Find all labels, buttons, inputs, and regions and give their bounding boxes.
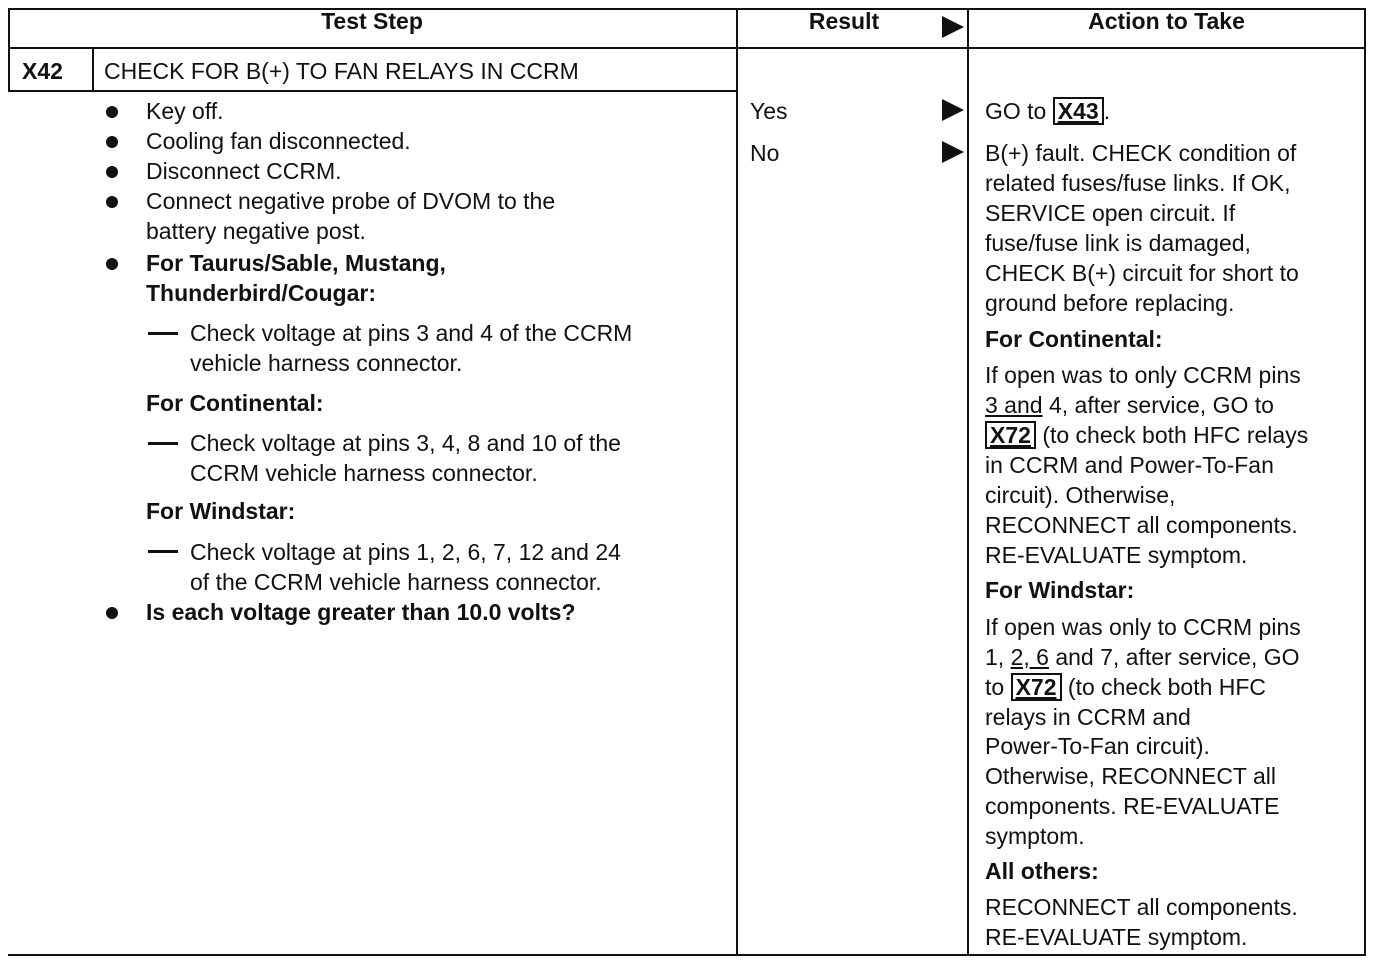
continental-label: For Continental: (146, 390, 324, 416)
action-no-line: B(+) fault. CHECK condition of (985, 140, 1297, 166)
result-no-arrow-icon (942, 141, 964, 163)
dash-icon (148, 442, 178, 445)
bullet-icon (106, 106, 118, 118)
bullet-icon (106, 136, 118, 148)
step-bullet: Disconnect CCRM. (146, 158, 342, 184)
action-no-line: SERVICE open circuit. If (985, 200, 1236, 226)
action-no-line: ground before replacing. (985, 290, 1235, 316)
bullet-icon (106, 607, 118, 619)
step-bullet-taurus-continued: Thunderbird/Cougar: (146, 280, 376, 306)
result-yes-arrow-icon (942, 99, 964, 121)
action-continental-label: For Continental: (985, 326, 1163, 352)
action-windstar-line: Otherwise, RECONNECT all (985, 763, 1276, 789)
action-windstar-line (985, 642, 1300, 672)
dash-icon (148, 332, 178, 335)
step-title: CHECK FOR B(+) TO FAN RELAYS IN CCRM (104, 58, 579, 84)
step-bullet-continued: battery negative post. (146, 218, 366, 244)
header-action: Action to Take (1088, 8, 1245, 34)
action-windstar-line: components. RE-EVALUATE (985, 793, 1280, 819)
windstar-check-line: of the CCRM vehicle harness connector. (190, 569, 602, 595)
action-yes-text: GO to (985, 98, 1047, 124)
header-test-step: Test Step (321, 8, 423, 34)
header-result: Result (808, 8, 880, 34)
action-yes (985, 96, 1110, 126)
step-bullet: Key off. (146, 98, 224, 124)
action-windstar-line: relays in CCRM and (985, 704, 1191, 730)
action-continental-line: circuit). Otherwise, (985, 482, 1176, 508)
step-bullet-taurus: For Taurus/Sable, Mustang, (146, 250, 446, 276)
windstar-pin-1: 1, (985, 644, 1011, 670)
windstar-hfc-text: (to check both HFC (1061, 674, 1267, 700)
step-ref-x43[interactable]: X43 (1053, 97, 1104, 125)
header-arrow-icon (942, 16, 964, 38)
action-others-label: All others: (985, 858, 1099, 884)
windstar-label: For Windstar: (146, 498, 296, 524)
pins-3-and: 3 and (985, 392, 1043, 418)
table-bottom-border (8, 954, 1366, 956)
action-continental-line (985, 390, 1274, 420)
windstar-to-text: to (985, 674, 1011, 700)
action-windstar-line: Power-To-Fan circuit). (985, 733, 1210, 759)
step-question: Is each voltage greater than 10.0 volts? (146, 599, 576, 625)
bullet-icon (106, 166, 118, 178)
continental-check-line: Check voltage at pins 3, 4, 8 and 10 of the (190, 430, 621, 456)
action-continental-line: If open was to only CCRM pins (985, 362, 1301, 388)
action-continental-line: RE-EVALUATE symptom. (985, 542, 1248, 568)
action-no-line: related fuses/fuse links. If OK, (985, 170, 1291, 196)
action-continental-line: RECONNECT all components. (985, 512, 1298, 538)
step-ref-x72[interactable]: X72 (1011, 673, 1062, 701)
action-windstar-line: If open was only to CCRM pins (985, 614, 1301, 640)
table-right-border (1364, 8, 1366, 956)
dash-icon (148, 550, 178, 553)
action-no-line: CHECK B(+) circuit for short to (985, 260, 1299, 286)
windstar-check-line: Check voltage at pins 1, 2, 6, 7, 12 and 24 (190, 539, 621, 565)
action-continental-line: in CCRM and Power-To-Fan (985, 452, 1274, 478)
test-step-column-divider (736, 8, 738, 956)
continental-go-to-text: 4, after service, GO to (1042, 392, 1274, 418)
action-yes-period: . (1103, 98, 1111, 124)
action-windstar-line: symptom. (985, 823, 1085, 849)
result-column-divider (967, 8, 969, 956)
header-bottom-border (8, 47, 1366, 49)
action-no-line: fuse/fuse link is damaged, (985, 230, 1251, 256)
action-others-line: RE-EVALUATE symptom. (985, 924, 1248, 950)
result-yes: Yes (750, 98, 788, 124)
taurus-check-line: vehicle harness connector. (190, 350, 463, 376)
bullet-icon (106, 196, 118, 208)
action-others-line: RECONNECT all components. (985, 894, 1298, 920)
action-windstar-label: For Windstar: (985, 577, 1135, 603)
action-continental-line (985, 420, 1308, 450)
windstar-pins-2-6: 2, 6 (1010, 644, 1049, 670)
step-id: X42 (22, 58, 63, 84)
step-bullet: Connect negative probe of DVOM to the (146, 188, 556, 214)
bullet-icon (106, 258, 118, 270)
windstar-go-text: and 7, after service, GO (1048, 644, 1300, 670)
continental-hfc-text: (to check both HFC relays (1035, 422, 1309, 448)
action-windstar-line (985, 672, 1266, 702)
taurus-check-line: Check voltage at pins 3 and 4 of the CCRM (190, 320, 633, 346)
continental-check-line: CCRM vehicle harness connector. (190, 460, 538, 486)
step-title-bottom-border (8, 90, 737, 92)
step-ref-x72[interactable]: X72 (985, 421, 1036, 449)
step-id-divider (92, 48, 94, 91)
step-bullet: Cooling fan disconnected. (146, 128, 411, 154)
result-no: No (750, 140, 780, 166)
